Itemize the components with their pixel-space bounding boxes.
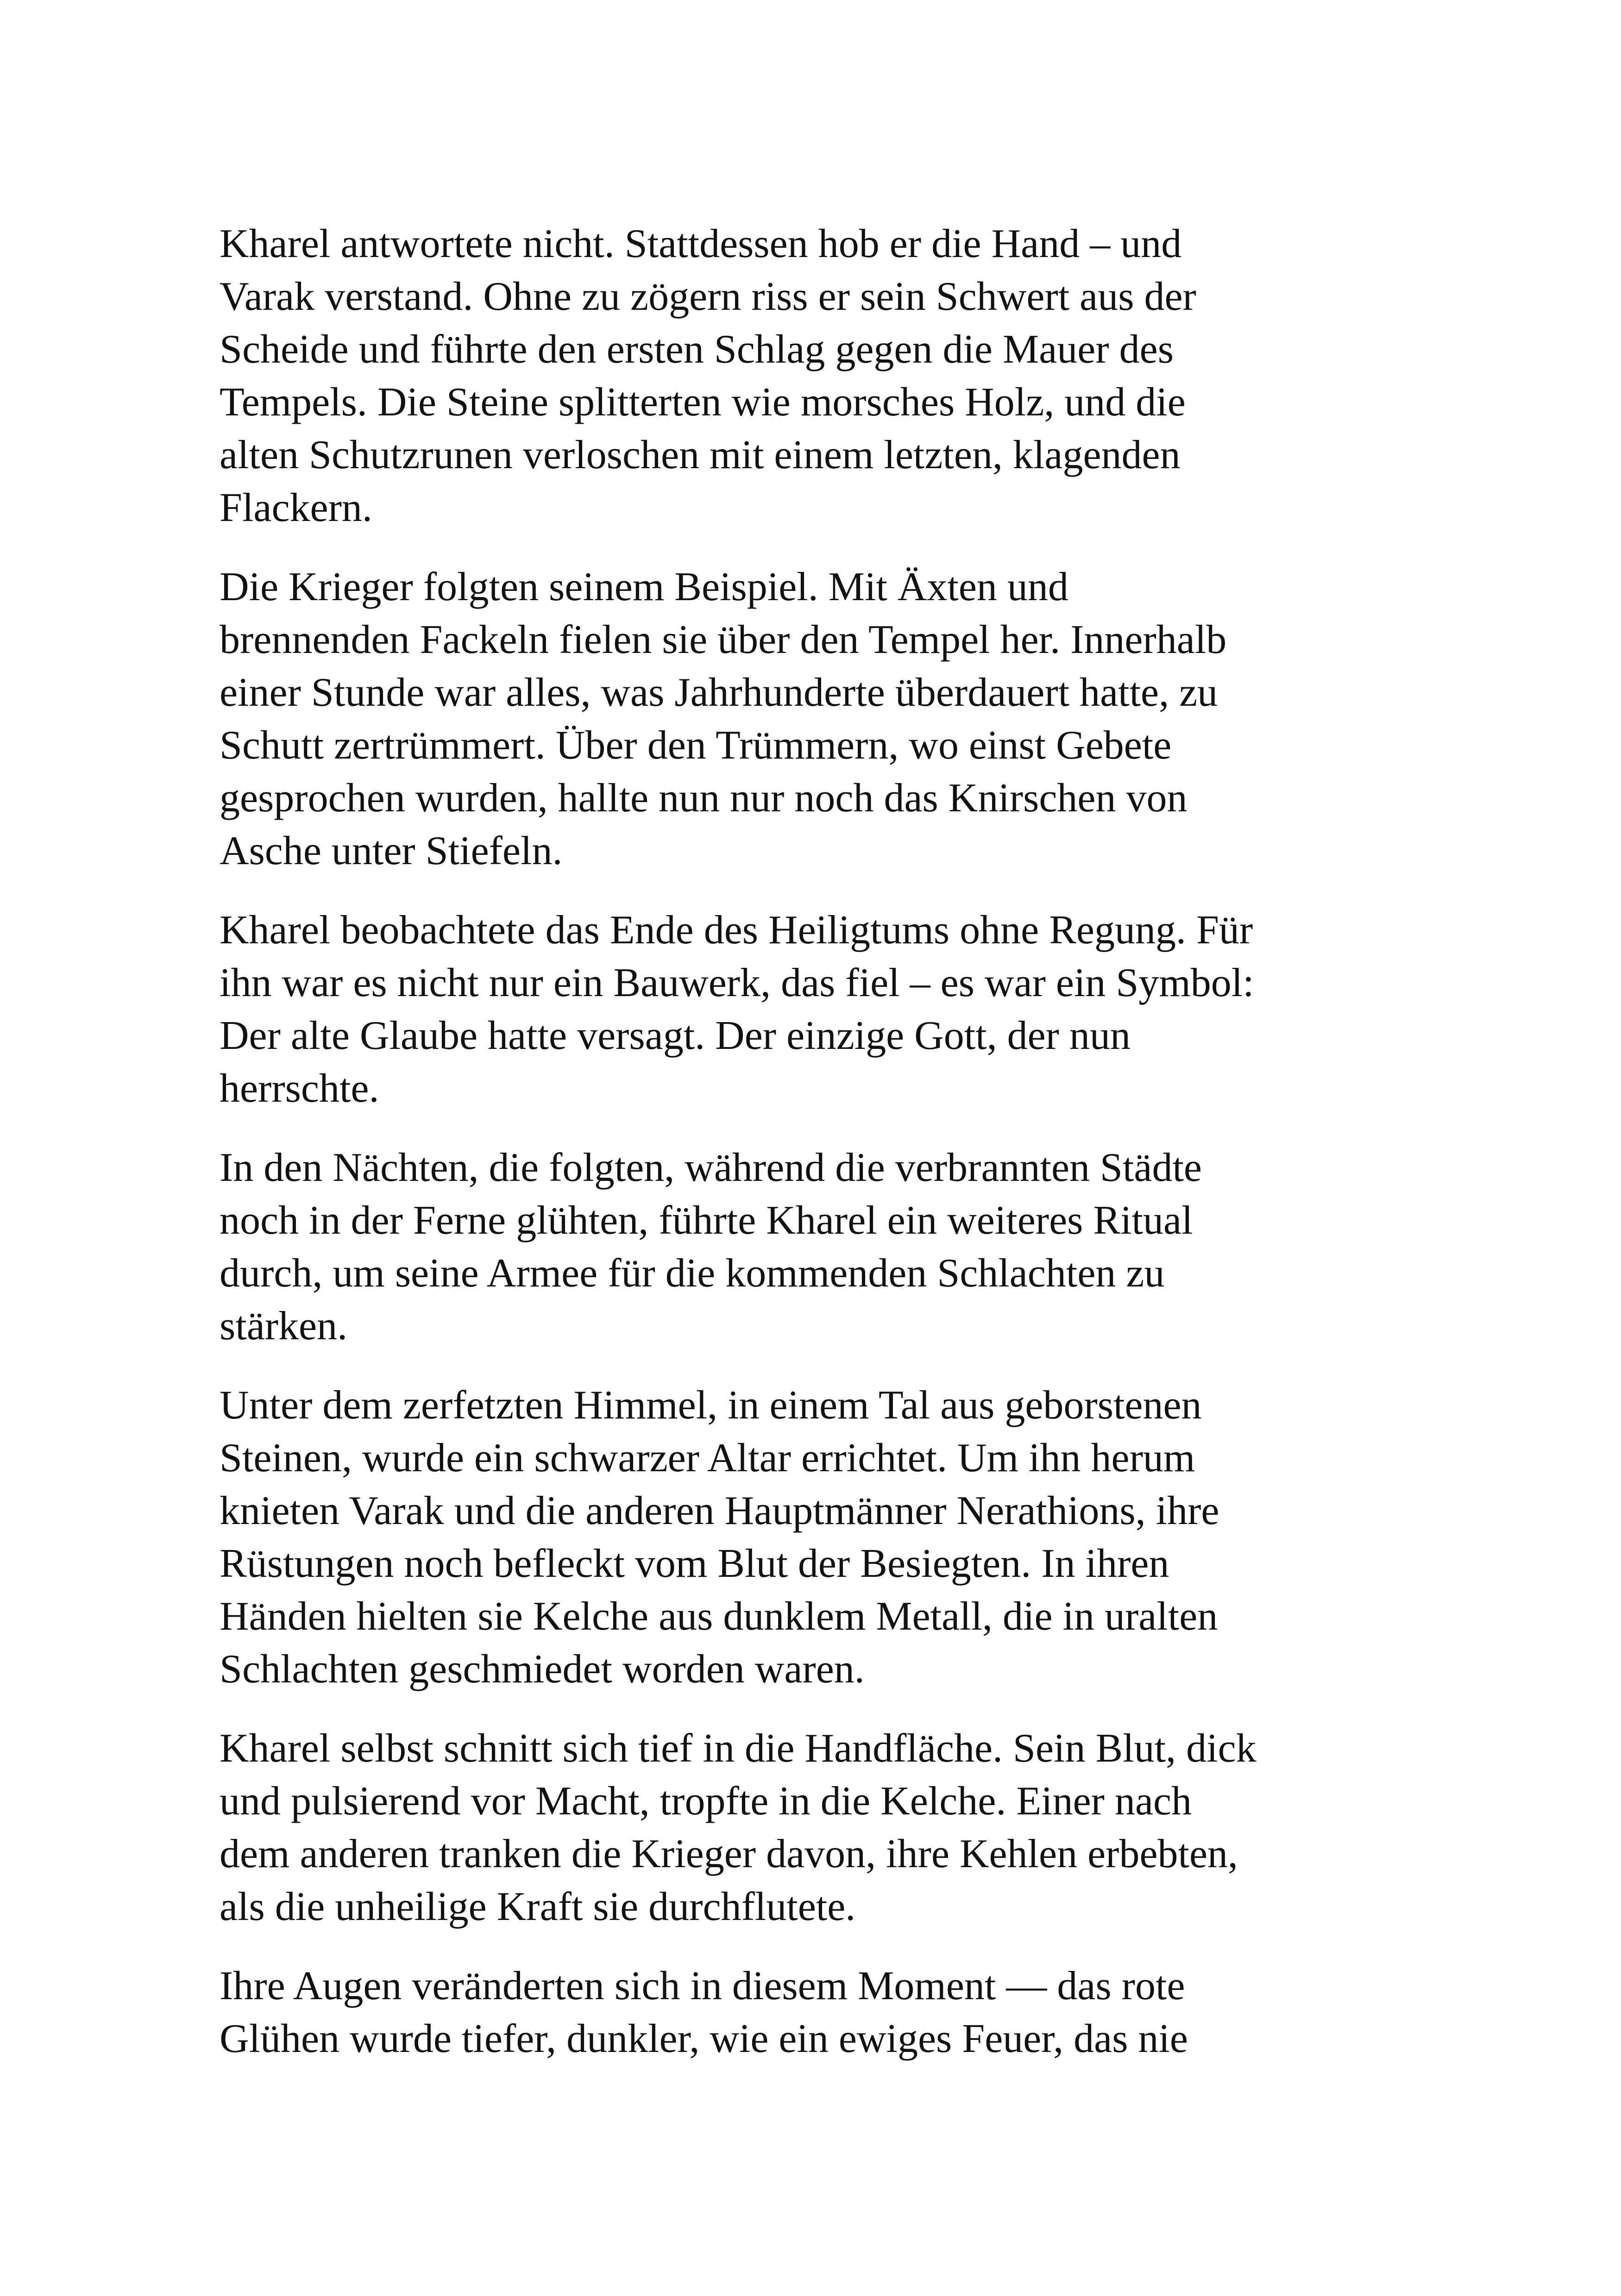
paragraph	[220, 1379, 1424, 1696]
body-text	[220, 218, 1424, 2092]
paragraph	[220, 904, 1424, 1115]
text-line: Kharel beobachtete das Ende des Heiligtums ohne Regung. Für	[220, 908, 1253, 953]
paragraph	[220, 1142, 1424, 1353]
paragraph	[220, 218, 1424, 534]
text-line: Flackern.	[220, 485, 372, 530]
text-line: Kharel antwortete nicht. Stattdessen hob er die Hand – und	[220, 221, 1182, 266]
text-line: noch in der Ferne glühten, führte Kharel ein weiteres Ritual	[220, 1198, 1193, 1243]
text-line: herrschte.	[220, 1066, 379, 1111]
paragraph	[220, 1722, 1424, 1933]
paragraph	[220, 1960, 1424, 2065]
text-line: und pulsierend vor Macht, tropfte in die Kelche. Einer nach	[220, 1779, 1192, 1824]
text-line: Asche unter Stiefeln.	[220, 828, 563, 873]
text-line: Varak verstand. Ohne zu zögern riss er sein Schwert aus der	[220, 274, 1196, 319]
text-line: dem anderen tranken die Krieger davon, ihre Kehlen erbebten,	[220, 1832, 1238, 1876]
text-line: Glühen wurde tiefer, dunkler, wie ein ewiges Feuer, das nie	[220, 2016, 1188, 2061]
text-line: Rüstungen noch befleckt vom Blut der Besiegten. In ihren	[220, 1541, 1169, 1586]
text-line: Schutt zertrümmert. Über den Trümmern, wo einst Gebete	[220, 723, 1172, 768]
text-line: einer Stunde war alles, was Jahrhunderte überdauert hatte, zu	[220, 670, 1218, 715]
text-line: Unter dem zerfetzten Himmel, in einem Tal aus geborstenen	[220, 1383, 1202, 1428]
text-line: Der alte Glaube hatte versagt. Der einzige Gott, der nun	[220, 1013, 1131, 1058]
text-line: durch, um seine Armee für die kommenden Schlachten zu	[220, 1251, 1165, 1296]
text-line: gesprochen wurden, hallte nun nur noch das Knirschen von	[220, 776, 1187, 821]
text-line: knieten Varak und die anderen Hauptmänner Nerathions, ihre	[220, 1488, 1219, 1533]
paragraph	[220, 561, 1424, 878]
text-line: Schlachten geschmiedet worden waren.	[220, 1647, 865, 1692]
text-line: Ihre Augen veränderten sich in diesem Moment — das rote	[220, 1964, 1185, 2008]
text-line: brennenden Fackeln fielen sie über den Tempel her. Innerhalb	[220, 617, 1227, 662]
text-line: Die Krieger folgten seinem Beispiel. Mit Äxten und	[220, 565, 1068, 609]
text-line: als die unheilige Kraft sie durchflutete.	[220, 1884, 856, 1929]
text-line: Scheide und führte den ersten Schlag gegen die Mauer des	[220, 327, 1174, 372]
text-line: alten Schutzrunen verloschen mit einem letzten, klagenden	[220, 433, 1181, 477]
text-line: stärken.	[220, 1304, 348, 1349]
text-line: Steinen, wurde ein schwarzer Altar errichtet. Um ihn herum	[220, 1436, 1195, 1480]
text-line: In den Nächten, die folgten, während die verbrannten Städte	[220, 1145, 1202, 1190]
text-line: Händen hielten sie Kelche aus dunklem Metall, die in uralten	[220, 1594, 1218, 1639]
text-line: Kharel selbst schnitt sich tief in die Handfläche. Sein Blut, dick	[220, 1726, 1257, 1771]
text-line: Tempels. Die Steine splitterten wie morsches Holz, und die	[220, 380, 1186, 425]
text-line: ihn war es nicht nur ein Bauwerk, das fiel – es war ein Symbol:	[220, 960, 1254, 1005]
